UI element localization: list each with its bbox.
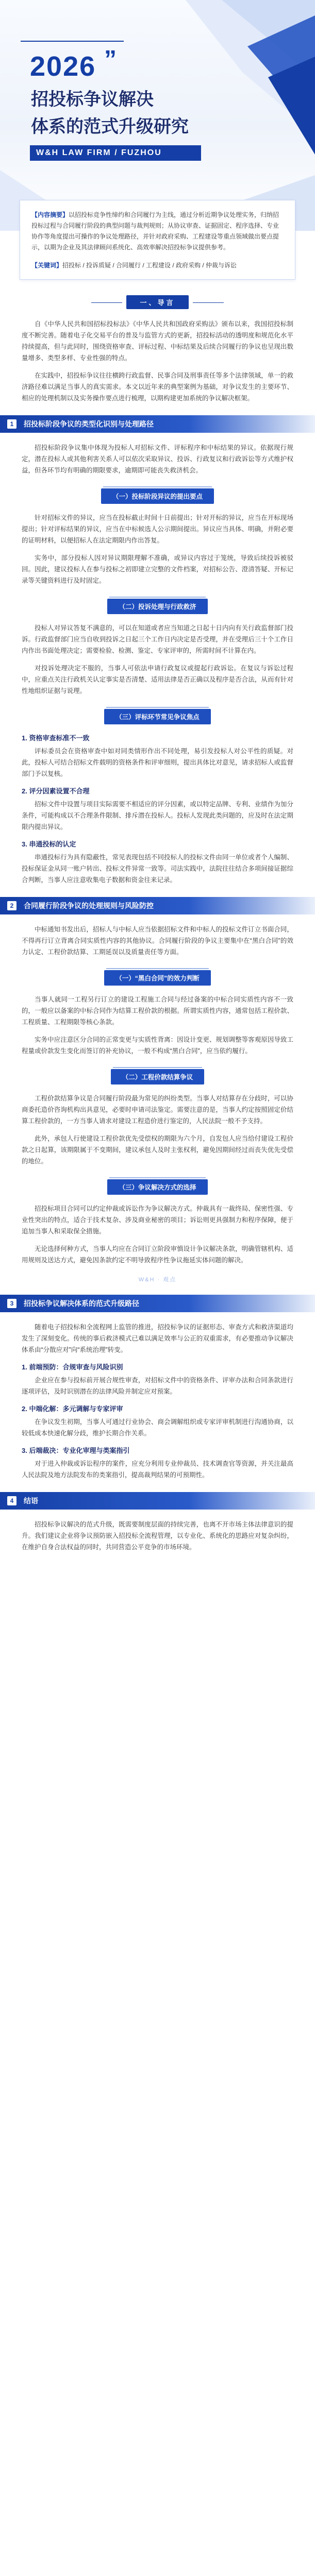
firm-name-banner: W&H LAW FIRM / FUZHOU bbox=[30, 145, 201, 161]
body-paragraph: 对投诉处理决定不服的，当事人可依法申请行政复议或提起行政诉讼。在复议与诉讼过程中，应重点关注行政机关认定事实是否清楚、适用法律是否正确以及程序是否合法，从而有针对性地组织证据与说理。 bbox=[22, 665, 293, 694]
section2-intro bbox=[0, 924, 315, 958]
section-title: 招投标阶段争议的类型化识别与处理路径 bbox=[24, 420, 154, 428]
header-title-line1: 招投标争议解决 bbox=[31, 89, 154, 110]
keywords-paragraph bbox=[31, 260, 284, 271]
section-number: 3 bbox=[7, 1299, 16, 1308]
body-paragraph: 招投标项目合同可以约定仲裁或诉讼作为争议解决方式。仲裁具有一裁终局、保密性强、专业性突出的特点，适合于技术复杂、涉及商业秘密的项目；诉讼则更具强制力和程序保障，便于追加当事人和采取保全措施。 bbox=[22, 1205, 293, 1235]
header-quote-mark: ” bbox=[104, 46, 117, 73]
header-year: 2026 bbox=[30, 51, 96, 82]
abstract-box bbox=[20, 200, 295, 280]
subheading-label: （一）“黑白合同”的效力判断 bbox=[104, 970, 211, 986]
body-paragraph: 针对招标文件的异议，应当在投标截止时间十日前提出；针对开标的异议，应当在开标现场提出；针对评标结果的异议，应当在中标候选人公示期间提出。异议应当具体、明确，并附必要的证明材料，以便招标人在法定期限内作出答复。 bbox=[22, 514, 293, 544]
item-body bbox=[0, 799, 315, 833]
item-body bbox=[0, 852, 315, 886]
body-paragraph: 中标通知书发出后，招标人与中标人应当依据招标文件和中标人的投标文件订立书面合同，不得再行订立背离合同实质性内容的其他协议。合同履行阶段的争议主要集中在“黑白合同”的效力认定、工程价款结算、工期延误以及质量责任等方面。 bbox=[22, 926, 293, 956]
body-paragraph: 串通投标行为具有隐蔽性，常见表现包括不同投标人的投标文件由同一单位或者个人编制、投标保证金从同一账户转出、投标文件异常一致等。司法实践中，法院往往结合多项间接证据综合判断，当事人应注意收集电子数据和资金往来记录。 bbox=[22, 854, 293, 884]
body-paragraph: 无论选择何种方式，当事人均应在合同订立阶段审慎设计争议解决条款，明确管辖机构、适用规则及送达方式，避免因条款约定不明导致程序性争议拖延实体问题的解决。 bbox=[22, 1245, 293, 1264]
body-paragraph: 在争议发生初期，当事人可通过行业协会、商会调解组织或专家评审机制进行沟通协商，以较低成本快速化解分歧，维护长期合作关系。 bbox=[22, 1418, 293, 1437]
subheading-label: （二）工程价款结算争议 bbox=[111, 1069, 205, 1084]
section2c-body bbox=[0, 1203, 315, 1266]
subheading bbox=[0, 599, 315, 614]
body-paragraph: 对于进入仲裁或诉讼程序的案件，应充分利用专业仲裁员、技术调查官等资源，并关注最高人民法院及地方法院发布的类案指引，提高裁判结果的可预期性。 bbox=[22, 1460, 293, 1479]
subheading-label: （三）争议解决方式的选择 bbox=[107, 1179, 207, 1195]
body-paragraph: 企业应在参与投标前开展合规性审查，对招标文件中的资格条件、评审办法和合同条款进行逐项评估，及时识别潜在的法律风险并制定应对预案。 bbox=[22, 1377, 293, 1395]
section-bar-2 bbox=[0, 897, 315, 914]
section2a-body bbox=[0, 994, 315, 1057]
body-paragraph: 随着电子招投标和全流程网上监管的推进，招投标争议的证据形态、审查方式和救济渠道均发生了深刻变化。传统的事后救济模式已难以满足效率与公正的双重需求，有必要推动争议解决体系由“分散应对”向“系统治理”转变。 bbox=[22, 1324, 293, 1353]
foreword-paragraph: 自《中华人民共和国招标投标法》《中华人民共和国政府采购法》颁布以来，我国招投标制度不断完善。随着电子化交易平台的普及与监管方式的更新，招投标活动的透明度和规范化水平持续提高，但与此同时，围绕资格审查、评标过程、中标结果及后续合同履行的争议也呈现出数量增多、类型多样、专业性强的特点。 bbox=[22, 320, 293, 362]
subheading bbox=[0, 970, 315, 986]
item-body bbox=[0, 1458, 315, 1481]
section-title: 合同履行阶段争议的处理规则与风险防控 bbox=[24, 902, 154, 910]
item-title: 3. 串通投标的认定 bbox=[22, 840, 76, 848]
section3-intro bbox=[0, 1321, 315, 1355]
section-number: 2 bbox=[7, 901, 16, 910]
section-divider: W&H · 观点 bbox=[138, 1277, 177, 1283]
item-title: 1. 前端预防：合规审查与风险识别 bbox=[22, 1363, 123, 1371]
body-paragraph: 投标人对异议答复不满意的，可以在知道或者应当知道之日起十日内向有关行政监督部门投诉。行政监督部门应当自收到投诉之日起三个工作日内决定是否受理，并在受理后三十个工作日内作出书面处理决定；需要检验、检测、鉴定、专家评审的，所需时间不计算在内。 bbox=[22, 624, 293, 654]
item-title: 2. 评分因素设置不合理 bbox=[22, 787, 90, 795]
section-bar-1 bbox=[0, 415, 315, 433]
section-title: 结语 bbox=[24, 1497, 38, 1505]
item-body bbox=[0, 1416, 315, 1439]
section-bar-3 bbox=[0, 1295, 315, 1312]
section1-intro bbox=[0, 442, 315, 476]
header-banner bbox=[0, 0, 315, 231]
abstract-paragraph bbox=[31, 210, 284, 253]
body-paragraph: 此外，承包人行使建设工程价款优先受偿权的期限为六个月，自发包人应当给付建设工程价款之日起算，该期限属于不变期间，建议承包人及时主张权利，避免因期间经过而丧失优先受偿的地位。 bbox=[22, 1135, 293, 1165]
item-title: 1. 资格审查标准不一致 bbox=[22, 734, 90, 742]
body-paragraph: 实务中，部分投标人因对异议期限理解不准确，或异议内容过于笼统，导致后续投诉被驳回。因此，建议投标人在参与投标之初即建立完整的文件档案，对招标公告、澄清答疑、开标记录等关键资料进行及时固定。 bbox=[22, 554, 293, 584]
section1a-body bbox=[0, 512, 315, 586]
subheading bbox=[0, 1069, 315, 1084]
foreword-label: 一、导言 bbox=[126, 295, 188, 309]
section-title: 招投标争议解决体系的范式升级路径 bbox=[24, 1299, 139, 1308]
body-paragraph: 实务中应注意区分合同的正常变更与实质性背离：因设计变更、规划调整等客观原因导致工程量或价款发生变化而签订的补充协议，一般不构成“黑白合同”，应当依约履行。 bbox=[22, 1036, 293, 1055]
abstract-label: 【内容摘要】 bbox=[31, 211, 69, 218]
subheading bbox=[0, 709, 315, 724]
body-paragraph: 招投标阶段争议集中体现为投标人对招标文件、评标程序和中标结果的异议。依据现行规定，潜在投标人或其他利害关系人可以依次采取异议、投诉、行政复议和行政诉讼等方式维护权益，但各环节均有明确的期限要求，逾期即可能丧失救济机会。 bbox=[22, 444, 293, 474]
section1b-body bbox=[0, 622, 315, 697]
body-paragraph: 评标委员会在资格审查中如对同类情形作出不同处理，易引发投标人对公平性的质疑。对此，投标人可结合招标文件载明的资格条件和评审细则，提出具体比对意见，请求招标人或监督部门予以复核。 bbox=[22, 748, 293, 777]
item-body bbox=[0, 745, 315, 779]
subheading bbox=[0, 1179, 315, 1195]
body-paragraph: 招标文件中设置与项目实际需要不相适应的评分因素，或以特定品牌、专利、业绩作为加分条件，可能构成以不合理条件限制、排斥潜在投标人。投标人发现此类问题的，应及时在法定期限内提出异议。 bbox=[22, 801, 293, 831]
subheading-label: （三）评标环节常见争议焦点 bbox=[104, 709, 211, 724]
section-bar-4 bbox=[0, 1492, 315, 1510]
item-body bbox=[0, 1375, 315, 1397]
subheading-label: （一）投标阶段异议的提出要点 bbox=[101, 488, 214, 504]
header-title-line2: 体系的范式升级研究 bbox=[31, 116, 189, 137]
body-paragraph: 当事人就同一工程另行订立的建设工程施工合同与经过备案的中标合同实质性内容不一致的，一般应以备案的中标合同作为结算工程价款的根据。所谓实质性内容，通常包括工程价款、工程质量、工程期限等核心条款。 bbox=[22, 996, 293, 1026]
conclusion-body bbox=[0, 1519, 315, 1553]
section2b-body bbox=[0, 1093, 315, 1167]
foreword-heading bbox=[0, 295, 315, 309]
body-paragraph: 招投标争议解决的范式升级，既需要制度层面的持续完善，也离不开市场主体法律意识的提升。我们建议企业将争议预防嵌入招投标全流程管理，以专业化、系统化的思路应对复杂纠纷，在维护自身合法权益的同时，共同营造公平竞争的市场环境。 bbox=[22, 1521, 293, 1551]
item-title: 3. 后端裁决：专业化审理与类案指引 bbox=[22, 1447, 130, 1454]
section-number: 4 bbox=[7, 1496, 16, 1505]
item-title: 2. 中端化解：多元调解与专家评审 bbox=[22, 1405, 123, 1413]
keywords-label: 【关键词】 bbox=[31, 262, 63, 269]
keywords-text: 招投标 / 投诉质疑 / 合同履行 / 工程建设 / 政府采购 / 仲裁与诉讼 bbox=[62, 262, 237, 269]
subheading-label: （二）投诉处理与行政救济 bbox=[107, 599, 207, 614]
body-paragraph: 工程价款结算争议是合同履行阶段最为常见的纠纷类型。当事人对结算存在分歧时，可以协商委托造价咨询机构出具意见，必要时申请司法鉴定。需要注意的是，当事人约定按照固定价结算工程价款的，一方当事人请求对建设工程造价进行鉴定的，人民法院一般不予支持。 bbox=[22, 1095, 293, 1125]
foreword-body bbox=[0, 318, 315, 404]
subheading bbox=[0, 488, 315, 504]
section-number: 1 bbox=[7, 419, 16, 429]
abstract-text: 以招投标竞争性缔约和合同履行为主线，通过分析近期争议处理实务，归纳招投标过程与合同履行阶段的典型问题与裁判规则；从协议审查、证据固定、程序选择、专业协作等角度提出可操作的争议处理路径，并针对政府采购、工程建设等重点领域做出要点提示，以期为企业及其法律顾问系统化、高效率解决招投标争议提供参考。 bbox=[31, 211, 279, 251]
foreword-paragraph: 在实践中，招投标争议往往横跨行政监督、民事合同及刑事责任等多个法律领域，单一的救济路径难以满足当事人的真实需求。本文以近年来的典型案例为基础，对争议发生的主要环节、相应的处理机制以及实务操作要点进行梳理，以期构建更加系统的争议解决框架。 bbox=[22, 372, 293, 402]
